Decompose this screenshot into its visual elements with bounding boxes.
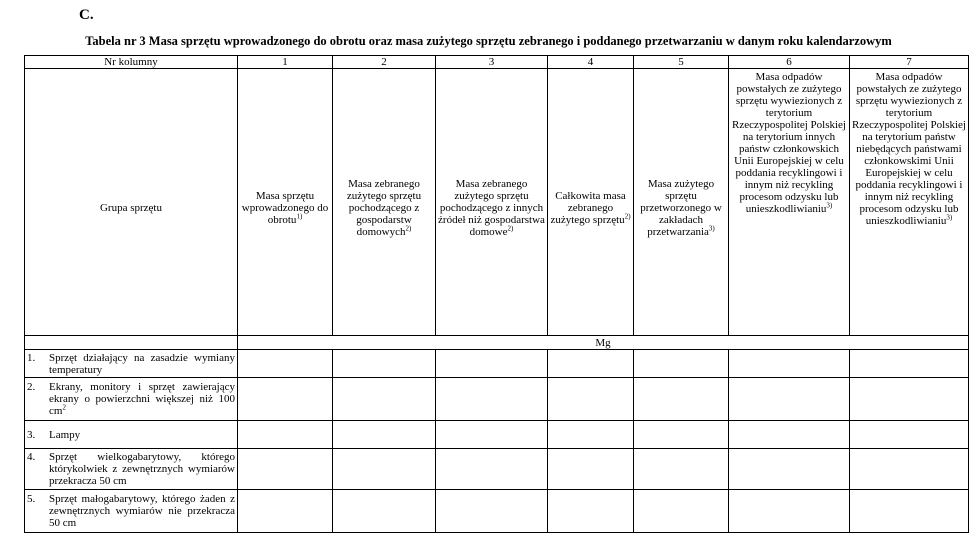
data-cell[interactable] (238, 449, 333, 490)
group-cell (25, 378, 238, 421)
column-number: 3 (436, 56, 548, 69)
data-cell[interactable] (548, 449, 634, 490)
column-header-text: Masa zebranego zużytego sprzętu pochodzącego z innych źródeł niż gospodarstwa domowe (438, 178, 545, 238)
column-header (333, 69, 436, 336)
section-letter: C. (79, 7, 94, 23)
group-label: Sprzęt małogabarytowy, którego żaden z zewnętrznych wymiarów nie przekracza 50 cm (49, 493, 235, 529)
unit-row-blank (25, 336, 238, 350)
column-number-row (25, 56, 969, 69)
group-cell (25, 421, 238, 449)
data-cell[interactable] (729, 490, 850, 533)
column-number: 7 (850, 56, 969, 69)
group-header: Grupa sprzętu (25, 69, 238, 336)
table-row (25, 449, 969, 490)
table-title: Tabela nr 3 Masa sprzętu wprowadzonego do obrotu oraz masa zużytego sprzętu zebranego i poddanego przetwarzaniu w danym roku kalendarzowym (85, 34, 892, 48)
column-header (548, 69, 634, 336)
data-cell[interactable] (333, 421, 436, 449)
column-number: 6 (729, 56, 850, 69)
column-number: 5 (634, 56, 729, 69)
data-cell[interactable] (729, 350, 850, 378)
column-header-text: Masa zebranego zużytego sprzętu pochodzącego z gospodarstw domowych (346, 178, 422, 238)
footnote-marker: 2) (624, 212, 631, 221)
column-header (634, 69, 729, 336)
table-row (25, 350, 969, 378)
footnote-marker: 3) (708, 224, 715, 233)
column-number: 1 (238, 56, 333, 69)
column-header (850, 69, 969, 336)
data-cell[interactable] (436, 378, 548, 421)
footnote-marker: 3) (826, 201, 833, 210)
data-cell[interactable] (436, 350, 548, 378)
data-cell[interactable] (850, 378, 969, 421)
footnote-marker: 2) (507, 224, 514, 233)
header-row (25, 69, 969, 336)
column-header-text: Masa zużytego sprzętu przetworzonego w zakładach przetwarzania (640, 178, 722, 238)
data-cell[interactable] (333, 378, 436, 421)
column-header-text: Całkowita masa zebranego zużytego sprzętu (550, 190, 626, 226)
data-cell[interactable] (634, 421, 729, 449)
footnote-marker: 2) (405, 224, 412, 233)
group-number: 4. (27, 451, 36, 463)
data-cell[interactable] (238, 378, 333, 421)
data-cell[interactable] (238, 350, 333, 378)
unit-label: Mg (238, 336, 969, 350)
data-cell[interactable] (238, 490, 333, 533)
column-header (238, 69, 333, 336)
group-label: Lampy (49, 428, 81, 441)
table-row (25, 378, 969, 421)
data-cell[interactable] (850, 490, 969, 533)
column-header-text: Masa odpadów powstałych ze zużytego sprzętu wywiezionych z terytorium Rzeczypospolitej Polskiej na terytorium państw niebędących państwami członkowskimi Unii Europejskiej w celu poddania recyklingowi i innym niż recykling procesom odzysku lub unieszkodliwianiu (852, 71, 966, 227)
group-number: 3. (27, 428, 36, 441)
footnote-marker: 1) (296, 212, 303, 221)
group-label: Sprzęt wielkogabarytowy, którego którykolwiek z zewnętrznych wymiarów przekracza 50 cm (49, 451, 235, 487)
data-cell[interactable] (333, 490, 436, 533)
data-cell[interactable] (548, 350, 634, 378)
column-number: 2 (333, 56, 436, 69)
data-cell[interactable] (634, 490, 729, 533)
data-cell[interactable] (548, 378, 634, 421)
column-number-label: Nr kolumny (25, 56, 238, 69)
data-cell[interactable] (548, 421, 634, 449)
table-row (25, 490, 969, 533)
data-cell[interactable] (634, 350, 729, 378)
data-cell[interactable] (436, 421, 548, 449)
data-cell[interactable] (333, 350, 436, 378)
data-cell[interactable] (850, 449, 969, 490)
group-label: Sprzęt działający na zasadzie wymiany temperatury (49, 351, 235, 376)
table-row (25, 421, 969, 449)
group-number: 1. (27, 351, 36, 364)
data-cell[interactable] (238, 421, 333, 449)
data-cell[interactable] (850, 421, 969, 449)
data-cell[interactable] (634, 449, 729, 490)
data-cell[interactable] (436, 490, 548, 533)
group-number: 5. (27, 493, 36, 505)
footnote-marker: 3) (946, 213, 953, 222)
group-label: Ekrany, monitory i sprzęt zawierający ekrany o powierzchni większej niż 100 cm (49, 381, 235, 417)
data-cell[interactable] (729, 449, 850, 490)
data-cell[interactable] (333, 449, 436, 490)
data-cell[interactable] (729, 378, 850, 421)
column-number: 4 (548, 56, 634, 69)
data-cell[interactable] (548, 490, 634, 533)
group-number: 2. (27, 381, 36, 393)
group-sup: 2 (62, 403, 66, 412)
column-header-text: Masa odpadów powstałych ze zużytego sprzętu wywiezionych z terytorium Rzeczypospolitej Polskiej na terytorium innych państw członkowskich Unii Europejskiej w celu poddania recyklingowi i innym niż recykling procesom odzysku lub unieszkodliwianiu (732, 71, 846, 215)
column-header (729, 69, 850, 336)
data-cell[interactable] (436, 449, 548, 490)
equipment-mass-table (24, 55, 969, 533)
data-cell[interactable] (729, 421, 850, 449)
group-cell (25, 449, 238, 490)
data-cell[interactable] (850, 350, 969, 378)
data-cell[interactable] (634, 378, 729, 421)
column-header-text: Masa sprzętu wprowadzonego do obrotu (241, 190, 329, 226)
group-cell (25, 350, 238, 378)
unit-row (25, 336, 969, 350)
group-cell (25, 490, 238, 533)
column-header (436, 69, 548, 336)
